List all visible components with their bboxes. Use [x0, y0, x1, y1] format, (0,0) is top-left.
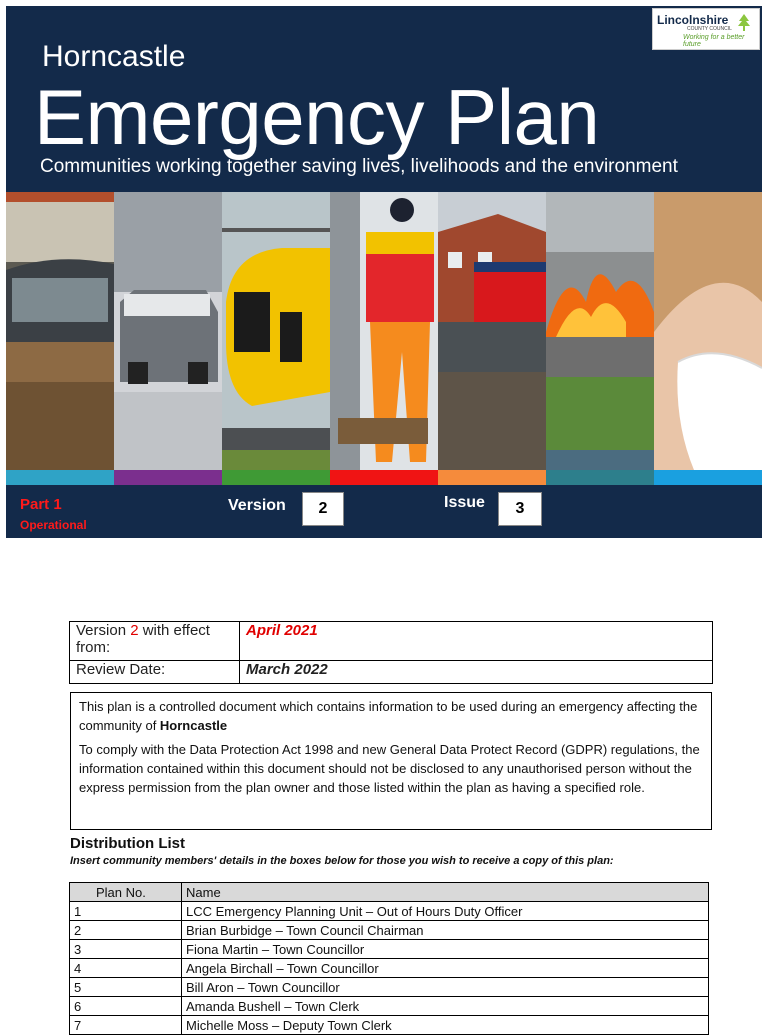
plan-title: Emergency Plan [34, 73, 600, 161]
effect-value-cell [240, 622, 713, 661]
council-logo [652, 8, 760, 50]
table-row [70, 902, 709, 921]
version-label: Version [228, 497, 286, 514]
review-value-cell [240, 661, 713, 684]
effect-row [70, 622, 713, 661]
version-box: 2 [302, 492, 344, 526]
review-date: March 2022 [246, 661, 328, 678]
color-stripes [6, 470, 762, 485]
notice-paragraph-1 [79, 697, 703, 735]
plan-no-cell: 3 [70, 940, 182, 959]
effect-label-version: 2 [130, 622, 139, 639]
issue-box: 3 [498, 492, 542, 526]
distribution-title: Distribution List [70, 835, 185, 852]
notice-text: This plan is a controlled document which contains information to be used during an emergency affecting the community of [79, 699, 698, 733]
stripe [330, 470, 438, 485]
name-cell: Michelle Moss – Deputy Town Clerk [182, 1016, 709, 1035]
plan-no-cell: 2 [70, 921, 182, 940]
table-row [70, 978, 709, 997]
distribution-table [69, 882, 709, 1035]
snow-car-photo [114, 192, 222, 470]
stripe [546, 470, 654, 485]
table-row [70, 959, 709, 978]
issue-label: Issue [444, 494, 485, 511]
town-name: Horncastle [42, 40, 186, 73]
table-header-row [70, 883, 709, 902]
effect-date: April 2021 [246, 622, 318, 639]
effect-label-suffix: with effect from: [76, 622, 210, 656]
effective-date-table [69, 621, 713, 684]
table-row [70, 921, 709, 940]
part-label: Part 1 [20, 496, 62, 513]
table-row [70, 997, 709, 1016]
cover-banner [6, 6, 762, 538]
name-cell: Angela Birchall – Town Councillor [182, 959, 709, 978]
part-sublabel: Operational [20, 518, 87, 532]
table-row [70, 1016, 709, 1035]
effect-label-prefix: Version [76, 622, 131, 639]
name-cell: Fiona Martin – Town Councillor [182, 940, 709, 959]
header-plan-no: Plan No. [70, 883, 182, 902]
review-row [70, 661, 713, 684]
photo-strip [6, 192, 762, 470]
notice-paragraph-2: To comply with the Data Protection Act 1998 and new General Data Protect Record (GDPR) regulations, the information contained within this document should not be disclosed to any unauthorised person without the express permission from the plan owner and those listed within the plan as having a specified role. [79, 742, 700, 795]
name-cell: Bill Aron – Town Councillor [182, 978, 709, 997]
gritting-worker-photo [330, 192, 438, 470]
community-name: Horncastle [159, 718, 228, 733]
name-cell: Brian Burbidge – Town Council Chairman [182, 921, 709, 940]
effect-label-cell [70, 622, 240, 661]
logo-sub: COUNTY COUNCIL [687, 26, 732, 32]
sneezing-person-photo [654, 192, 762, 470]
name-cell: LCC Emergency Planning Unit – Out of Hours Duty Officer [182, 902, 709, 921]
stripe [6, 470, 114, 485]
table-row [70, 940, 709, 959]
distribution-instruction: Insert community members' details in the boxes below for those you wish to receive a copy of this plan: [70, 855, 614, 867]
fire-photo [546, 192, 654, 470]
tree-icon [735, 12, 753, 32]
stripe [114, 470, 222, 485]
plan-no-cell: 6 [70, 997, 182, 1016]
logo-slogan: Working for a better future [683, 34, 745, 48]
plan-no-cell: 4 [70, 959, 182, 978]
air-ambulance-photo [222, 192, 330, 470]
tagline: Communities working together saving lives, livelihoods and the environment [40, 156, 678, 177]
controlled-document-notice [70, 692, 712, 830]
name-cell: Amanda Bushell – Town Clerk [182, 997, 709, 1016]
plan-no-cell: 1 [70, 902, 182, 921]
review-label: Review Date: [70, 661, 240, 684]
stripe [222, 470, 330, 485]
logo-name: Lincolnshire [657, 13, 729, 27]
header-name: Name [182, 883, 709, 902]
plan-no-cell: 5 [70, 978, 182, 997]
stripe [438, 470, 546, 485]
stripe [654, 470, 762, 485]
fire-engine-flood-photo [438, 192, 546, 470]
plan-no-cell: 7 [70, 1016, 182, 1035]
flooded-car-photo [6, 192, 114, 470]
